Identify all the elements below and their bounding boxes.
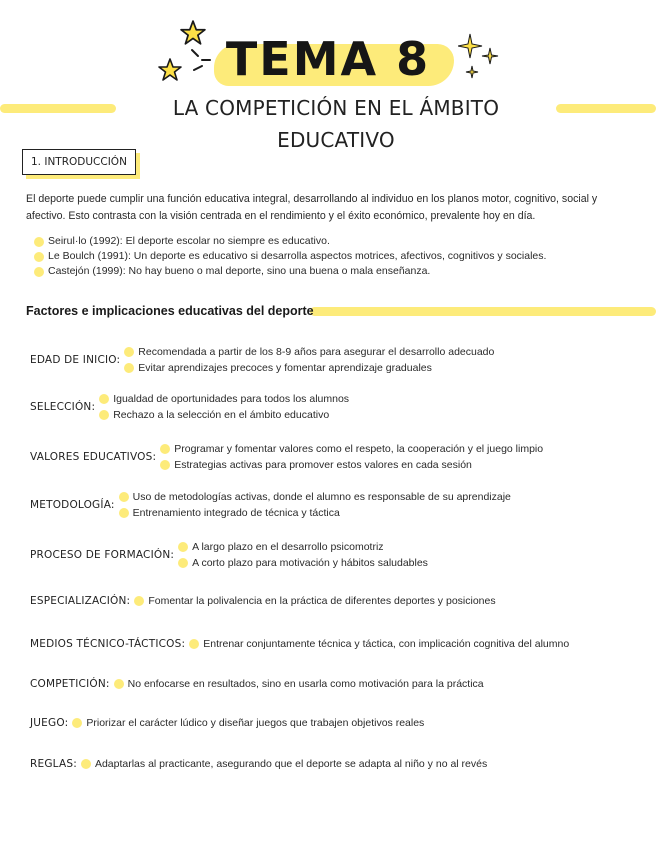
bullet-dot-icon xyxy=(99,410,109,420)
bullet-text: Castejón (1999): No hay bueno o mal deporte, sino una buena o mala enseñanza. xyxy=(48,265,431,277)
factor-label: ESPECIALIZACIÓN: xyxy=(30,595,131,607)
bullet-dot-icon xyxy=(178,558,188,568)
factor-item xyxy=(99,407,349,423)
factor-item xyxy=(189,636,569,652)
bullet-dot-icon xyxy=(119,492,129,502)
factor-row-medios xyxy=(30,636,569,652)
factor-row-juego xyxy=(30,715,424,731)
factor-row-competicion xyxy=(30,676,484,692)
factor-row-valores xyxy=(30,441,543,473)
factor-item-text: Programar y fomentar valores como el respeto, la cooperación y el juego limpio xyxy=(174,443,544,455)
factor-item-text: Fomentar la polivalencia en la práctica de diferentes deportes y posiciones xyxy=(148,595,496,607)
factor-label: PROCESO DE FORMACIÓN: xyxy=(30,549,175,561)
bullet-dot-icon xyxy=(134,596,144,606)
bullet-dot-icon xyxy=(99,394,109,404)
factor-label: METODOLOGÍA: xyxy=(30,499,115,511)
list-item xyxy=(34,234,644,249)
factor-item-text: No enfocarse en resultados, sino en usarla como motivación para la práctica xyxy=(127,678,484,690)
bullet-text: Seirul·lo (1992): El deporte escolar no siempre es educativo. xyxy=(48,235,330,247)
factor-item-text: Igualdad de oportunidades para todos los alumnos xyxy=(113,393,350,405)
bullet-dot-icon xyxy=(160,460,170,470)
factors-heading: Factores e implicaciones educativas del deporte xyxy=(26,304,314,318)
page-title: TEMA 8 xyxy=(225,32,431,86)
factor-item-text: Adaptarlas al practicante, asegurando que el deporte se adapta al niño y no al revés xyxy=(94,758,488,770)
factor-item-text: A corto plazo para motivación y hábitos saludables xyxy=(192,557,428,569)
factor-item xyxy=(178,555,428,571)
bullet-dot-icon xyxy=(72,718,82,728)
factor-item xyxy=(160,441,543,457)
bullet-dot-icon xyxy=(124,347,134,357)
bullet-dot-icon xyxy=(114,679,124,689)
factor-item-text: Entrenamiento integrado de técnica y táctica xyxy=(132,507,340,519)
factor-item-text: Evitar aprendizajes precoces y fomentar aprendizaje graduales xyxy=(138,362,432,374)
factor-row-metodologia xyxy=(30,489,511,521)
bullet-dot-icon xyxy=(81,759,91,769)
bullet-dot-icon xyxy=(34,237,44,247)
factor-label: REGLAS: xyxy=(30,758,77,770)
factor-item-text: Recomendada a partir de los 8-9 años para asegurar el desarrollo adecuado xyxy=(138,346,495,358)
bullet-dot-icon xyxy=(160,444,170,454)
factor-label: VALORES EDUCATIVOS: xyxy=(30,451,157,463)
factor-item xyxy=(119,489,511,505)
factor-item-text: A largo plazo en el desarrollo psicomotriz xyxy=(192,541,384,553)
factor-label: EDAD DE INICIO: xyxy=(30,354,121,366)
list-item xyxy=(34,249,644,264)
subtitle-rule-left xyxy=(0,104,116,113)
subtitle-rule-right xyxy=(556,104,656,113)
factor-item xyxy=(119,505,511,521)
factor-item-text: Uso de metodologías activas, donde el alumno es responsable de su aprendizaje xyxy=(132,491,511,503)
bullet-dot-icon xyxy=(34,252,44,262)
intro-paragraph: El deporte puede cumplir una función educativa integral, desarrollando al individuo en los planos motor, cognitivo, social y afectivo. Esto contrasta con la visión centrada en el rendimiento y el éxito económico, prevalente hoy en día. xyxy=(26,193,598,222)
factor-label: COMPETICIÓN: xyxy=(30,678,110,690)
factor-label: SELECCIÓN: xyxy=(30,401,96,413)
bullet-dot-icon xyxy=(34,267,44,277)
factor-row-reglas xyxy=(30,756,487,772)
factor-item-text: Entrenar conjuntamente técnica y táctica, con implicación cognitiva del alumno xyxy=(203,638,570,650)
factor-item xyxy=(124,344,494,360)
factor-row-seleccion xyxy=(30,391,349,423)
factor-row-especializacion xyxy=(30,593,496,609)
factor-item-text: Estrategias activas para promover estos valores en cada sesión xyxy=(174,459,472,471)
factor-item xyxy=(134,593,495,609)
bullet-text: Le Boulch (1991): Un deporte es educativo si desarrolla aspectos motrices, afectivos, cognitivos y sociales. xyxy=(48,250,547,262)
factor-item xyxy=(72,715,424,731)
list-item xyxy=(34,264,644,279)
factor-item xyxy=(178,539,428,555)
factor-item xyxy=(99,391,349,407)
bullet-dot-icon xyxy=(178,542,188,552)
factor-label: JUEGO: xyxy=(30,717,69,729)
factor-item-text: Rechazo a la selección en el ámbito educativo xyxy=(113,409,330,421)
factor-row-edad xyxy=(30,344,494,376)
factor-item xyxy=(160,457,543,473)
factor-label: MEDIOS TÉCNICO-TÁCTICOS: xyxy=(30,638,186,650)
factors-heading-rule xyxy=(310,307,656,316)
page-subtitle: LA COMPETICIÓN EN EL ÁMBITO EDUCATIVO xyxy=(172,96,500,152)
intro-bullet-list xyxy=(34,234,644,279)
factor-item xyxy=(114,676,484,692)
factor-item-text: Priorizar el carácter lúdico y diseñar juegos que trabajen objetivos reales xyxy=(86,717,425,729)
factor-item xyxy=(81,756,487,772)
factor-item xyxy=(124,360,494,376)
bullet-dot-icon xyxy=(124,363,134,373)
bullet-dot-icon xyxy=(189,639,199,649)
factor-row-proceso xyxy=(30,539,428,571)
bullet-dot-icon xyxy=(119,508,129,518)
section-heading: 1. INTRODUCCIÓN xyxy=(22,149,136,175)
